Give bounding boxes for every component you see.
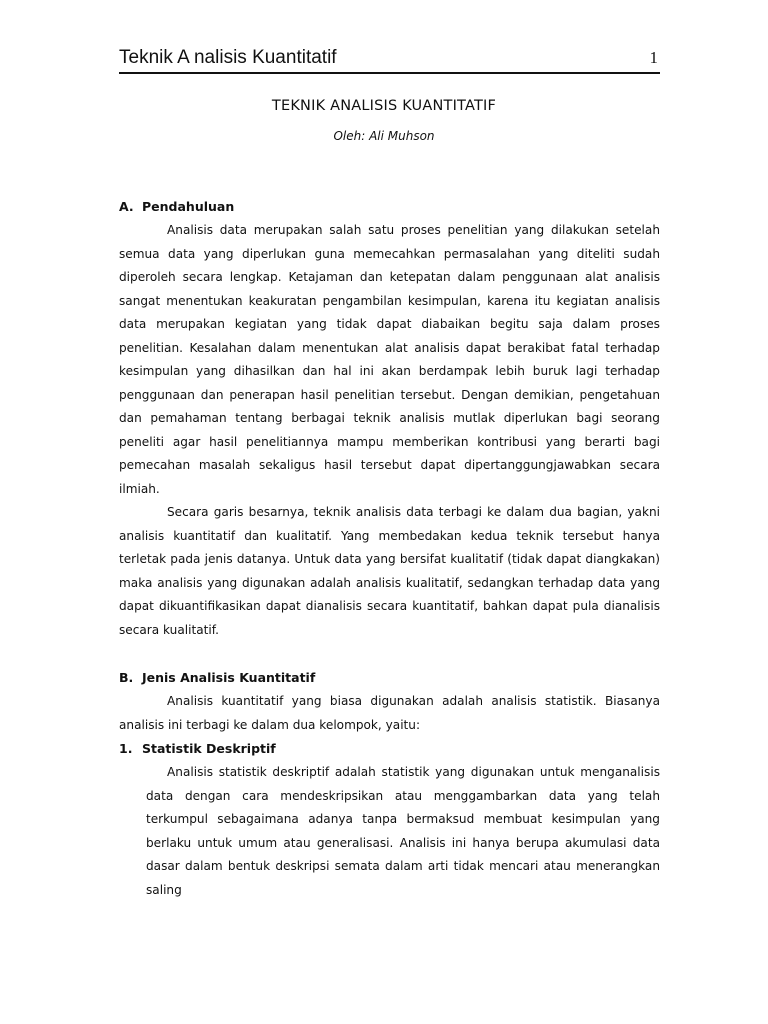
- document-title: TEKNIK ANALISIS KUANTITATIF: [271, 98, 497, 114]
- section-b-heading: [119, 670, 315, 685]
- header-title: Teknik A nalisis Kuantitatif: [119, 47, 337, 68]
- section-a-title: Pendahuluan: [142, 199, 235, 214]
- document-author: Oleh: Ali Muhson: [333, 129, 435, 143]
- section-a-paragraph-1: Analisis data merupakan salah satu proses penelitian yang dilakukan setelah semua data yang diperlukan guna memecahkan permasalahan yang diteliti sudah diperoleh secara lengkap. Ketajaman dan ketepatan dalam penggunaan alat analisis sangat menentukan keakuratan pengambilan kesimpulan, karena itu kegiatan analisis data merupakan kegiatan yang tidak dapat diabaikan begitu saja dalam proses penelitian. Kesalahan dalam menentukan alat analisis dapat berakibat fatal terhadap kesimpulan yang dihasilkan dan hal ini akan berdampak lebih buruk lagi terhadap penggunaan dan penerapan hasil penelitian tersebut. Dengan demikian, pengetahuan dan pemahaman tentang berbagai teknik analisis mutlak diperlukan bagi seorang peneliti agar hasil penelitiannya mampu memberikan kontribusi yang berarti bagi pemecahan masalah sekaligus hasil tersebut dapat dipertanggungjawabkan secara ilmiah.: [119, 223, 660, 496]
- subsection-1-title: Statistik Deskriptif: [142, 741, 276, 756]
- subsection-1-body: [146, 761, 660, 902]
- section-a-paragraph-2: Secara garis besarnya, teknik analisis data terbagi ke dalam dua bagian, yakni analisis kuantitatif dan kualitatif. Yang membedakan kedua teknik tersebut hanya terletak pada jenis datanya. Untuk data yang bersifat kualitatif (tidak dapat diangkakan) maka analisis yang digunakan adalah analisis kualitatif, sedangkan terhadap data yang dapat dikuantifikasikan dapat dianalisis secara kuantitatif, bahkan dapat pula dianalisis secara kualitatif.: [119, 505, 660, 637]
- section-b-title: Jenis Analisis Kuantitatif: [142, 670, 316, 685]
- section-b-number: B.: [119, 670, 134, 685]
- running-header: [119, 46, 660, 74]
- section-a-body: [119, 219, 660, 642]
- subsection-1-paragraph-1: Analisis statistik deskriptif adalah statistik yang digunakan untuk menganalisis data dengan cara mendeskripsikan atau menggambarkan data yang telah terkumpul sebagaimana adanya tanpa bermaksud membuat kesimpulan yang berlaku untuk umum atau generalisasi. Analisis ini hanya berupa akumulasi data dasar dalam bentuk deskripsi semata dalam arti tidak mencari atau menerangkan saling: [146, 765, 660, 897]
- section-b-paragraph-1: Analisis kuantitatif yang biasa digunakan adalah analisis statistik. Biasanya analisis ini terbagi ke dalam dua kelompok, yaitu:: [119, 694, 660, 732]
- section-a-number: A.: [119, 199, 134, 214]
- page-number: 1: [649, 48, 658, 67]
- section-b-body: [119, 690, 660, 737]
- section-a-heading: [119, 199, 234, 214]
- subsection-1-heading: [119, 741, 276, 756]
- subsection-1-number: 1.: [119, 741, 133, 756]
